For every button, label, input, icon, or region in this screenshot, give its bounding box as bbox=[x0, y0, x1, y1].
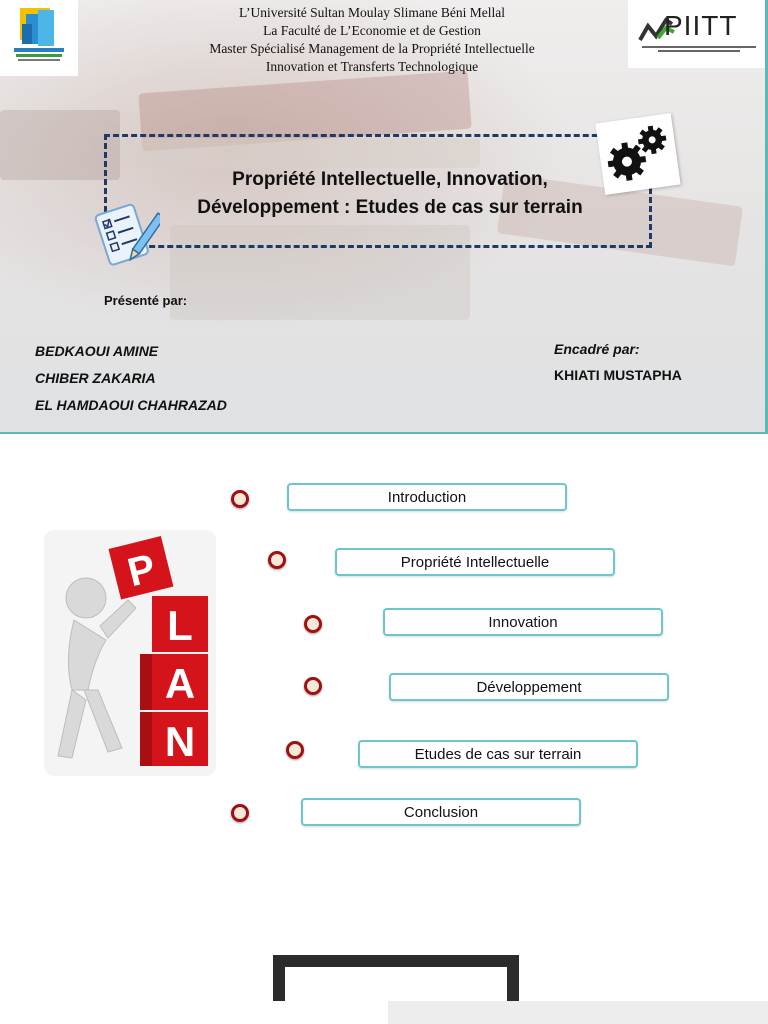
logo-subtitle-lines bbox=[638, 46, 760, 54]
supervisor-name: KHIATI MUSTAPHA bbox=[554, 367, 682, 383]
gears-card bbox=[595, 113, 680, 195]
author-name: BEDKAOUI AMINE bbox=[35, 343, 159, 359]
checklist-clipart bbox=[88, 200, 160, 270]
university-logo bbox=[0, 0, 78, 76]
title-slide bbox=[0, 0, 768, 434]
header-line-program: Innovation et Transferts Technologique bbox=[265, 59, 479, 74]
frame-bracket bbox=[273, 955, 519, 967]
gears-icon bbox=[595, 113, 680, 195]
plan-letter-n: N bbox=[164, 718, 196, 765]
plan-bullet bbox=[231, 490, 249, 508]
plan-bullet bbox=[231, 804, 249, 822]
header-line-university: L’Université Sultan Moulay Slimane Béni Mellal bbox=[238, 5, 506, 20]
plan-item-innovation[interactable]: Innovation bbox=[383, 608, 663, 636]
plan-letter-p: P bbox=[123, 546, 160, 596]
presented-by-label: Présenté par: bbox=[104, 293, 188, 308]
plan-item-introduction[interactable]: Introduction bbox=[287, 483, 567, 511]
grey-panel bbox=[388, 1001, 768, 1024]
plan-item-conclusion[interactable]: Conclusion bbox=[301, 798, 581, 826]
title-line-2: Développement : Etudes de cas sur terrain bbox=[197, 197, 583, 218]
plan-letter-a: A bbox=[164, 660, 196, 707]
supervised-by-label: Encadré par: bbox=[554, 341, 640, 357]
plan-letter-l: L bbox=[167, 602, 193, 649]
checklist-icon bbox=[88, 200, 160, 270]
plan-item-developpement[interactable]: Développement bbox=[389, 673, 669, 701]
plan-bullet bbox=[304, 615, 322, 633]
plan-bullet bbox=[304, 677, 322, 695]
author-name: CHIBER ZAKARIA bbox=[35, 370, 156, 386]
plan-item-propriete-intellectuelle[interactable]: Propriété Intellectuelle bbox=[335, 548, 615, 576]
university-logo-icon bbox=[0, 0, 78, 76]
plan-figure-icon bbox=[44, 530, 216, 776]
author-list bbox=[35, 338, 227, 419]
header-line-master: Master Spécialisé Management de la Propriété Intellectuelle bbox=[209, 41, 535, 56]
header-line-faculty: La Faculté de L’Economie et de Gestion bbox=[263, 23, 481, 38]
institution-header bbox=[150, 4, 594, 76]
piitt-logo bbox=[628, 0, 768, 68]
piitt-logo-text: PIITT bbox=[664, 10, 738, 41]
title-line-1: Propriété Intellectuelle, Innovation, bbox=[232, 169, 548, 190]
presentation-title bbox=[140, 166, 640, 222]
plan-item-etudes-de-cas[interactable]: Etudes de cas sur terrain bbox=[358, 740, 638, 768]
plan-bullet bbox=[268, 551, 286, 569]
piitt-logo-subtitle bbox=[638, 46, 760, 55]
plan-bullet bbox=[286, 741, 304, 759]
author-name: EL HAMDAOUI CHAHRAZAD bbox=[35, 397, 227, 413]
plan-figure-clipart bbox=[44, 530, 216, 776]
